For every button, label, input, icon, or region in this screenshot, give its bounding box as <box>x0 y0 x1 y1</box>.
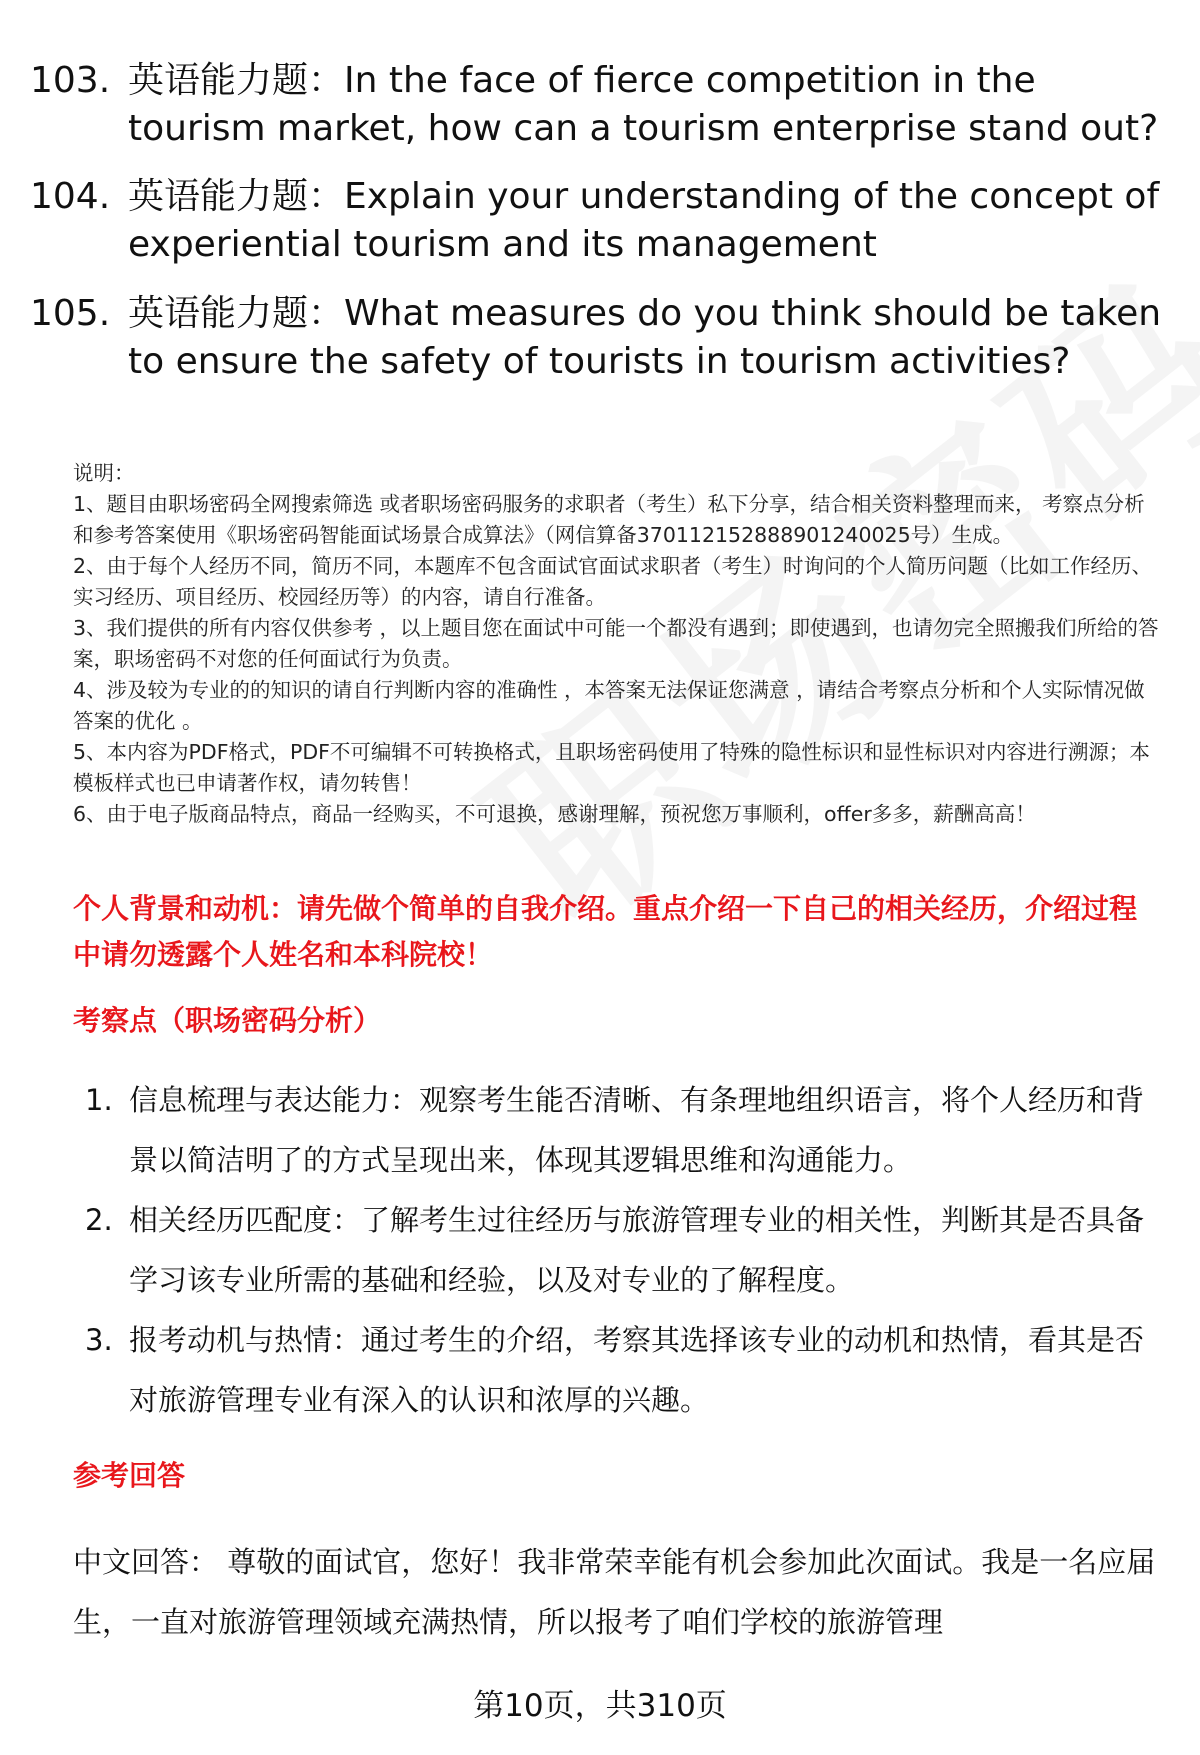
question-105 <box>30 290 1170 386</box>
note-item: 4、涉及较为专业的的知识的请自行判断内容的准确性 ，本答案无法保证您满意 ，请结合考察点分析和个人实际情况做答案的优化 。 <box>73 678 1145 733</box>
question-number: 104. <box>30 176 111 217</box>
analysis-item <box>73 1190 1153 1310</box>
item-number: 2. <box>85 1203 113 1237</box>
note-item: 5、本内容为PDF格式，PDF不可编辑不可转换格式，且职场密码使用了特殊的隐性标识和显性标识对内容进行溯源；本模板样式也已申请著作权，请勿转售！ <box>73 740 1150 795</box>
question-104 <box>30 173 1170 269</box>
item-text: 相关经历匹配度：了解考生过往经历与旅游管理专业的相关性，判断其是否具备学习该专业所需的基础和经验，以及对专业的了解程度。 <box>129 1203 1145 1297</box>
analysis-item <box>73 1070 1153 1190</box>
question-text: 英语能力题：In the face of fierce competition in the tourism market, how can a tourism enterprise stand out? <box>128 60 1159 149</box>
item-number: 1. <box>85 1083 113 1117</box>
notes-heading: 说明： <box>73 461 135 485</box>
question-103 <box>30 57 1170 153</box>
note-item: 3、我们提供的所有内容仅供参考 ，以上题目您在面试中可能一个都没有遇到；即使遇到，也请勿完全照搬我们所给的答案，职场密码不对您的任何面试行为负责。 <box>73 616 1159 671</box>
reference-title: 参考回答 <box>73 1459 186 1492</box>
disclaimer-notes <box>73 458 1163 830</box>
note-item: 1、题目由职场密码全网搜索筛选 或者职场密码服务的求职者（考生）私下分享，结合相关资料整理而来， 考察点分析和参考答案使用《职场密码智能面试场景合成算法》（网信算备370112152888901240025号）生成。 <box>73 492 1145 547</box>
analysis-list <box>73 1070 1153 1430</box>
question-number: 105. <box>30 293 111 334</box>
section-title: 个人背景和动机：请先做个简单的自我介绍。重点介绍一下自己的相关经历，介绍过程中请勿透露个人姓名和本科院校！ <box>73 892 1138 971</box>
note-item: 2、由于每个人经历不同，简历不同，本题库不包含面试官面试求职者（考生）时询问的个人简历问题（比如工作经历、实习经历、项目经历、校园经历等）的内容，请自行准备。 <box>73 554 1153 609</box>
reference-answer: 中文回答： 尊敬的面试官，您好！我非常荣幸能有机会参加此次面试。我是一名应届生，一直对旅游管理领域充满热情，所以报考了咱们学校的旅游管理 <box>73 1545 1156 1639</box>
question-text: 英语能力题：What measures do you think should be taken to ensure the safety of tourists in tourism activities? <box>128 293 1162 382</box>
item-text: 报考动机与热情：通过考生的介绍，考察其选择该专业的动机和热情，看其是否对旅游管理专业有深入的认识和浓厚的兴趣。 <box>129 1323 1145 1417</box>
item-text: 信息梳理与表达能力：观察考生能否清晰、有条理地组织语言，将个人经历和背景以简洁明了的方式呈现出来，体现其逻辑思维和沟通能力。 <box>129 1083 1145 1177</box>
question-text: 英语能力题：Explain your understanding of the concept of experiential tourism and its management <box>128 176 1160 265</box>
note-item: 6、由于电子版商品特点，商品一经购买，不可退换，感谢理解，预祝您万事顺利，offer多多，薪酬高高！ <box>73 802 1036 826</box>
analysis-item <box>73 1310 1153 1430</box>
analysis-title: 考察点（职场密码分析） <box>73 1004 382 1037</box>
question-number: 103. <box>30 60 111 101</box>
page-footer: 第10页，共310页 <box>473 1688 727 1724</box>
item-number: 3. <box>85 1323 113 1357</box>
